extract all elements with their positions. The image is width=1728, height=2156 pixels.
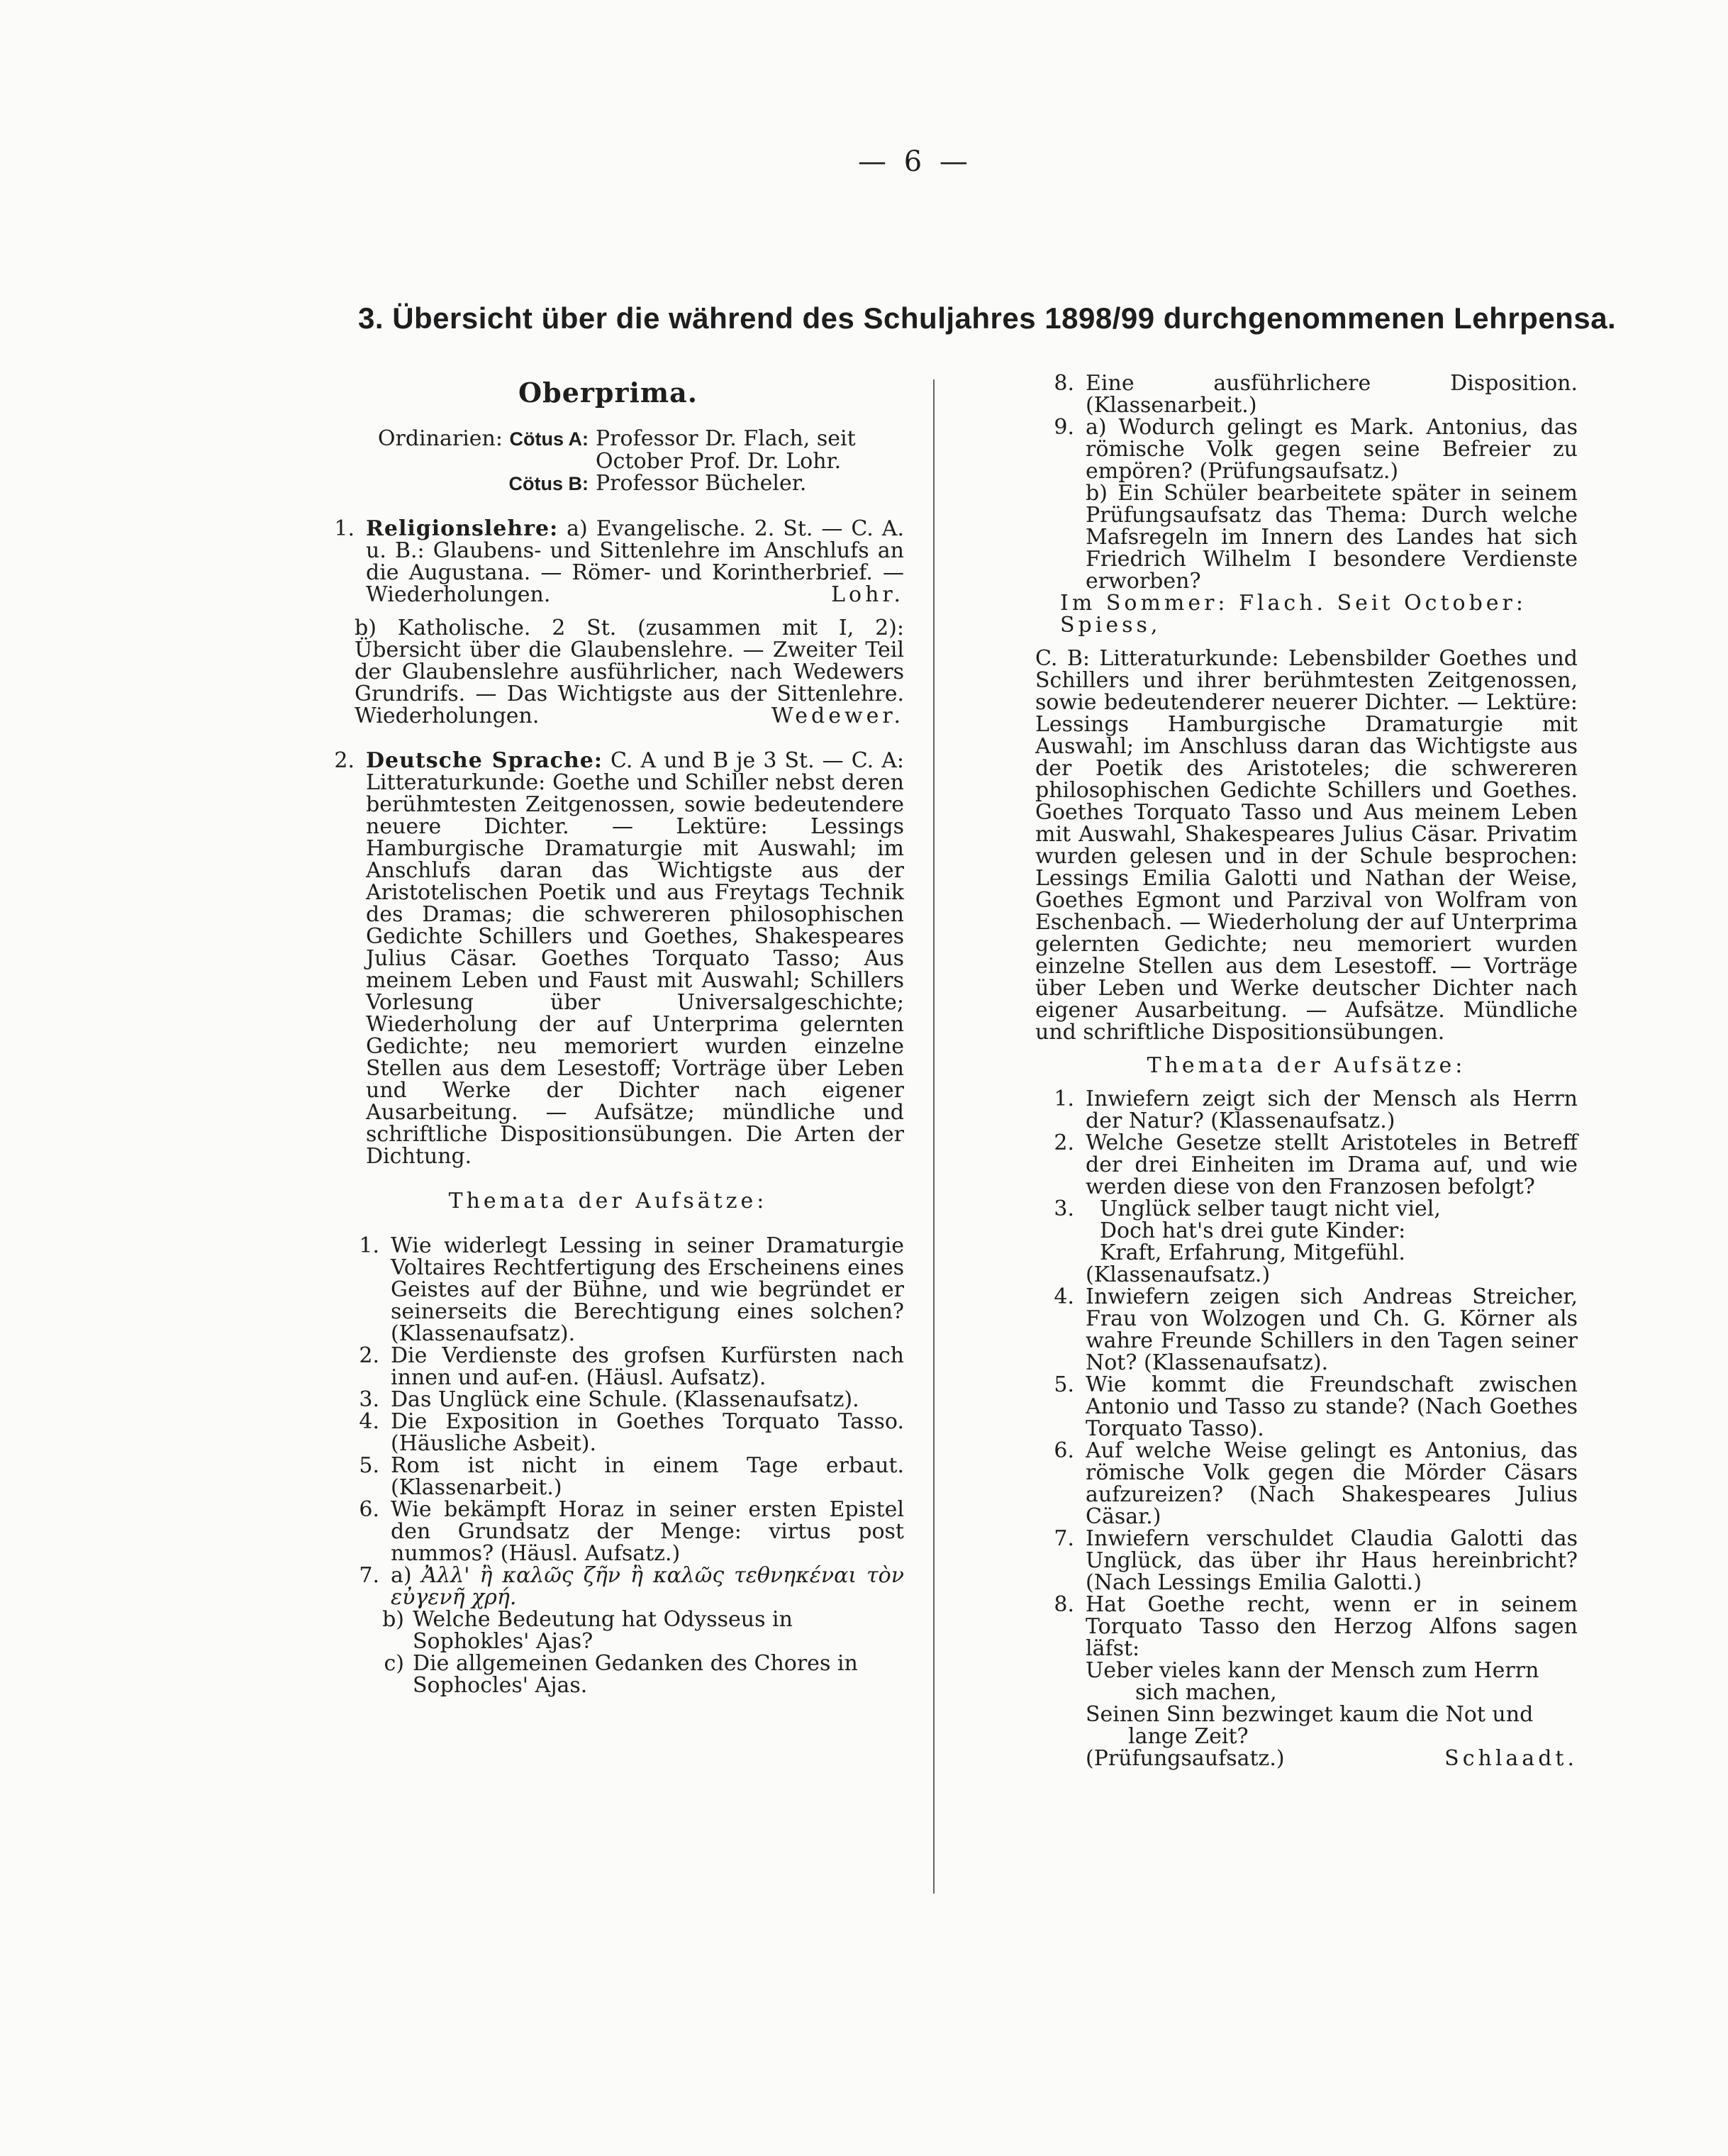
religion-num: 1. — [334, 516, 355, 541]
item7-c-text: Die allgemeinen Gedanken des Chores in Sophocles' Ajas. — [413, 1651, 858, 1698]
deutsch-entry — [312, 750, 904, 1167]
religion-text: a) Evangelische. 2. St. — C. A. u. B.: Glaubens- und Sittenlehre im Anschlufs an die Augustana. — Römer- und Korintherbrief. — Wiederholungen. — [366, 516, 904, 607]
poem-line: Kraft, Erfahrung, Mitgefühl. — [1100, 1240, 1405, 1265]
themata-item-num: 5. — [359, 1453, 379, 1478]
item7-c — [312, 1652, 904, 1696]
item3-note: (Klassenaufsatz.) — [1086, 1262, 1271, 1287]
page-number: — 6 — — [858, 145, 972, 178]
themata-item-num: 4. — [1054, 1284, 1074, 1309]
religion-title: Religionslehre: — [366, 516, 559, 541]
themata-title-left: Themata der Aufsätze: — [448, 1189, 768, 1213]
themata-item-text: Wie kommt die Freundschaft zwischen Antonio und Tasso zu stande? (Nach Goethes Torquato Tasso). — [1086, 1372, 1578, 1441]
themata-item-num: 5. — [1054, 1372, 1074, 1397]
themata-item-text: Auf welche Weise gelingt es Antonius, das römische Volk gegen die Mörder Cäsars aufzureizen? (Nach Shakespeares Julius Cäsar.) — [1086, 1438, 1578, 1529]
deutsch-num: 2. — [334, 748, 355, 773]
themata-item-text: Inwiefern zeigt sich der Mensch als Herrn der Natur? (Klassenaufsatz.) — [1086, 1087, 1578, 1133]
themata-item — [312, 1411, 904, 1455]
themata-title-right: Themata der Aufsätze: — [1147, 1053, 1466, 1078]
themata-item — [312, 1235, 904, 1345]
themata-list-right-2 — [1035, 1286, 1578, 1594]
themata-item-num: 4. — [359, 1409, 379, 1434]
cotus-b-text: C. B: Litteraturkunde: Lebensbilder Goethes und Schillers und ihrer berühmtesten Zeitgenossen, sowie bedeutenderer neuerer Dichter. — Lektüre: Lessings Hamburgische Dramaturgie mit Auswahl; im Anschluss daran das Wichtigste aus der Poetik des Aristoteles; die schwereren philosophischen Gedichte Schillers und Goethes. Goethes Torquato Tasso und Aus meinem Leben mit Auswahl, Shakespeares Julius Cäsar. Privatim wurden gelesen und in der Schule besprochen: Lessings Emilia Galotti und Nathan der Weise, Goethes Egmont und Parzival von Wolfram von Eschenbach. — Wiederholung der auf Unterprima gelernten Gedichte; neu memoriert wurden einzelne Stellen aus dem Lesestoff. — Vorträge über Leben und Werke deutscher Dichter nach eigener Ausarbeitung. — Aufsätze. Mündliche und schriftliche Dispositionsübungen. — [1035, 646, 1578, 1045]
themata-item — [1035, 1528, 1578, 1594]
themata-item-text: Eine ausführlichere Disposition. (Klassenarbeit.) — [1086, 371, 1578, 418]
ordinarien-label: Ordinarien: — [377, 426, 503, 451]
religion-catholic — [312, 617, 904, 727]
poem-line: sich machen, — [1135, 1680, 1277, 1705]
themata-item — [1035, 372, 1578, 416]
themata-item-num: 6. — [1054, 1438, 1074, 1463]
right-item-9 — [1035, 416, 1578, 592]
religion-entry — [312, 518, 904, 606]
religion-catholic-text: b) Katholische. 2 St. (zusammen mit I, 2): Übersicht über die Glaubenslehre. — Zweiter Teil der Glaubenslehre ausführlicher, nach Wedewers Grundrifs. — Das Wichtigste aus der Sittenlehre. Wiederholungen. — [355, 616, 904, 728]
themata-item — [1035, 1440, 1578, 1528]
item7-a-greek: Ἀλλ' ἢ καλῶς ζῆν ἢ καλῶς τεθνηκέναι τὸν εὐγενῆ χρή. — [391, 1563, 904, 1610]
themata-item — [312, 1389, 904, 1411]
themata-item — [1035, 1286, 1578, 1374]
item3-num: 3. — [1054, 1196, 1074, 1221]
cotus-b-label: Cötus B: — [508, 473, 589, 494]
themata-item-num: 6. — [359, 1497, 379, 1522]
themata-item — [312, 1455, 904, 1499]
themata-item — [1035, 1374, 1578, 1440]
item8-note: (Prüfungsaufsatz.) — [1086, 1746, 1285, 1771]
themata-item-num: 2. — [359, 1343, 379, 1368]
right-item-3 — [1035, 1198, 1578, 1286]
themata-item-num: 3. — [359, 1387, 379, 1412]
themata-item-text: Wie widerlegt Lessing in seiner Dramaturgie Voltaires Rechtfertigung des Erscheinens eines Geistes auf der Bühne, und wie begründet er seinerseits die Berechtigung eines solchen? (Klassenaufsatz). — [391, 1233, 904, 1346]
ordinarien-block — [344, 428, 904, 495]
right-column — [1035, 372, 1578, 1769]
themata-item-num: 1. — [1054, 1087, 1074, 1111]
themata-item-text: Wie bekämpft Horaz in seiner ersten Epistel den Grundsatz der Menge: virtus post nummos? (Häusl. Aufsatz.) — [391, 1497, 904, 1566]
cotus-a-teacher-cont: October Prof. Dr. Lohr. — [596, 449, 842, 474]
sommer-line: Im Sommer: Flach. Seit October: Spiess, — [1060, 591, 1527, 638]
themata-item — [312, 1499, 904, 1565]
themata-item — [312, 1345, 904, 1389]
item7-b — [312, 1608, 904, 1652]
themata-item-7 — [312, 1565, 904, 1608]
section-heading: 3. Übersicht über die während des Schuljahres 1898/99 durchgenommenen Lehrpensa. — [358, 301, 1617, 335]
column-divider — [933, 379, 935, 1894]
signature: Schlaadt. — [1444, 1746, 1578, 1771]
cotus-a-label: Cötus A: — [509, 428, 589, 450]
item7-b-text: Welche Bedeutung hat Odysseus in Sophokles' Ajas? — [413, 1607, 793, 1654]
themata-item-num: 8. — [1054, 371, 1074, 396]
themata-item-text: Inwiefern zeigen sich Andreas Streicher, Frau von Wolzogen und Ch. G. Körner als wahre Freunde Schillers in den Tagen seiner Not? (Klassenaufsatz). — [1086, 1284, 1578, 1375]
poem-line: Ueber vieles kann der Mensch zum Herrn — [1086, 1658, 1539, 1683]
religion-teacher: Lohr. — [831, 582, 904, 607]
left-column — [312, 376, 904, 1696]
themata-item-num: 1. — [359, 1233, 379, 1258]
cotus-b-teacher: Professor Bücheler. — [596, 471, 807, 496]
themata-list-left — [312, 1235, 904, 1565]
poem-line: Seinen Sinn bezwinget kaum die Not und — [1086, 1702, 1534, 1727]
item9-b: b) Ein Schüler bearbeitete später in seinem Prüfungsaufsatz das Thema: Durch welche Mafsregeln im Innern des Landes hat sich Friedrich Wilhelm I besondere Verdienste erworben? — [1086, 481, 1578, 594]
deutsch-text: C. A und B je 3 St. — C. A: Litteraturkunde: Goethe und Schiller nebst deren berühmtesten Zeitgenossen, sowie bedeutendere neuere Dichter. — Lektüre: Lessings Hamburgische Dramaturgie mit Auswahl; im Anschlufs daran das Wichtigste aus der Aristotelischen Poetik und aus Freytags Technik des Dramas; die schwereren philosophischen Gedichte Schillers und Goethes, Shakespeares Julius Cäsar. Goethes Torquato Tasso; Aus meinem Leben und Faust mit Auswahl; Schillers Vorlesung über Universalgeschichte; Wiederholung der auf Unterprima gelernten Gedichte; neu memoriert wurden einzelne Stellen aus dem Lesestoff; Vorträge über Leben und Werke der Dichter nach eigener Ausarbeitung. — Aufsätze; mündliche und schriftliche Dispositionsübungen. Die Arten der Dichtung. — [366, 748, 904, 1169]
themata-item-text: Die Exposition in Goethes Torquato Tasso. (Häusliche Asbeit). — [391, 1409, 904, 1456]
item7-b-label: b) — [382, 1607, 404, 1632]
poem-line: Unglück selber taugt nicht viel, — [1100, 1196, 1441, 1221]
religion-catholic-teacher: Wedewer. — [771, 704, 904, 728]
themata-item — [1035, 1088, 1578, 1132]
poem-line: lange Zeit? — [1128, 1724, 1249, 1749]
item9-a: a) Wodurch gelingt es Mark. Antonius, das römische Volk gegen seine Befreier zu empören? (Prüfungsaufsatz.) — [1086, 415, 1578, 484]
themata-item — [1035, 1132, 1578, 1198]
item9-num: 9. — [1054, 415, 1074, 440]
themata-item-num: 2. — [1054, 1130, 1074, 1155]
item7-num: 7. — [359, 1563, 379, 1588]
item7-c-label: c) — [384, 1651, 404, 1676]
cotus-a-teacher: Professor Dr. Flach, seit — [596, 426, 856, 451]
themata-list-right-top — [1035, 372, 1578, 416]
themata-item-text: Inwiefern verschuldet Claudia Galotti das Unglück, das über ihr Haus hereinbricht? (Nach Lessings Emilia Galotti.) — [1086, 1526, 1578, 1595]
themata-item-text: Die Verdienste des grofsen Kurfürsten nach innen und auf-en. (Häusl. Aufsatz). — [391, 1343, 904, 1390]
poem-line: Doch hat's drei gute Kinder: — [1100, 1218, 1406, 1243]
item7-a-label: a) — [391, 1563, 412, 1588]
item8-num: 8. — [1054, 1592, 1074, 1617]
class-title: Oberprima. — [518, 377, 698, 409]
right-item-8 — [1035, 1594, 1578, 1769]
themata-item-text: Rom ist nicht in einem Tage erbaut. (Klassenarbeit.) — [391, 1453, 904, 1500]
themata-item-num: 7. — [1054, 1526, 1074, 1551]
deutsch-title: Deutsche Sprache: — [366, 748, 603, 773]
themata-list-right — [1035, 1088, 1578, 1198]
themata-item-text: Welche Gesetze stellt Aristoteles in Betreff der drei Einheiten im Drama auf, und wie werden diese von den Franzosen befolgt? — [1086, 1130, 1578, 1199]
item8-text: Hat Goethe recht, wenn er in seinem Torquato Tasso den Herzog Alfons sagen läfst: — [1086, 1592, 1578, 1661]
themata-item-text: Das Unglück eine Schule. (Klassenaufsatz). — [391, 1387, 859, 1412]
